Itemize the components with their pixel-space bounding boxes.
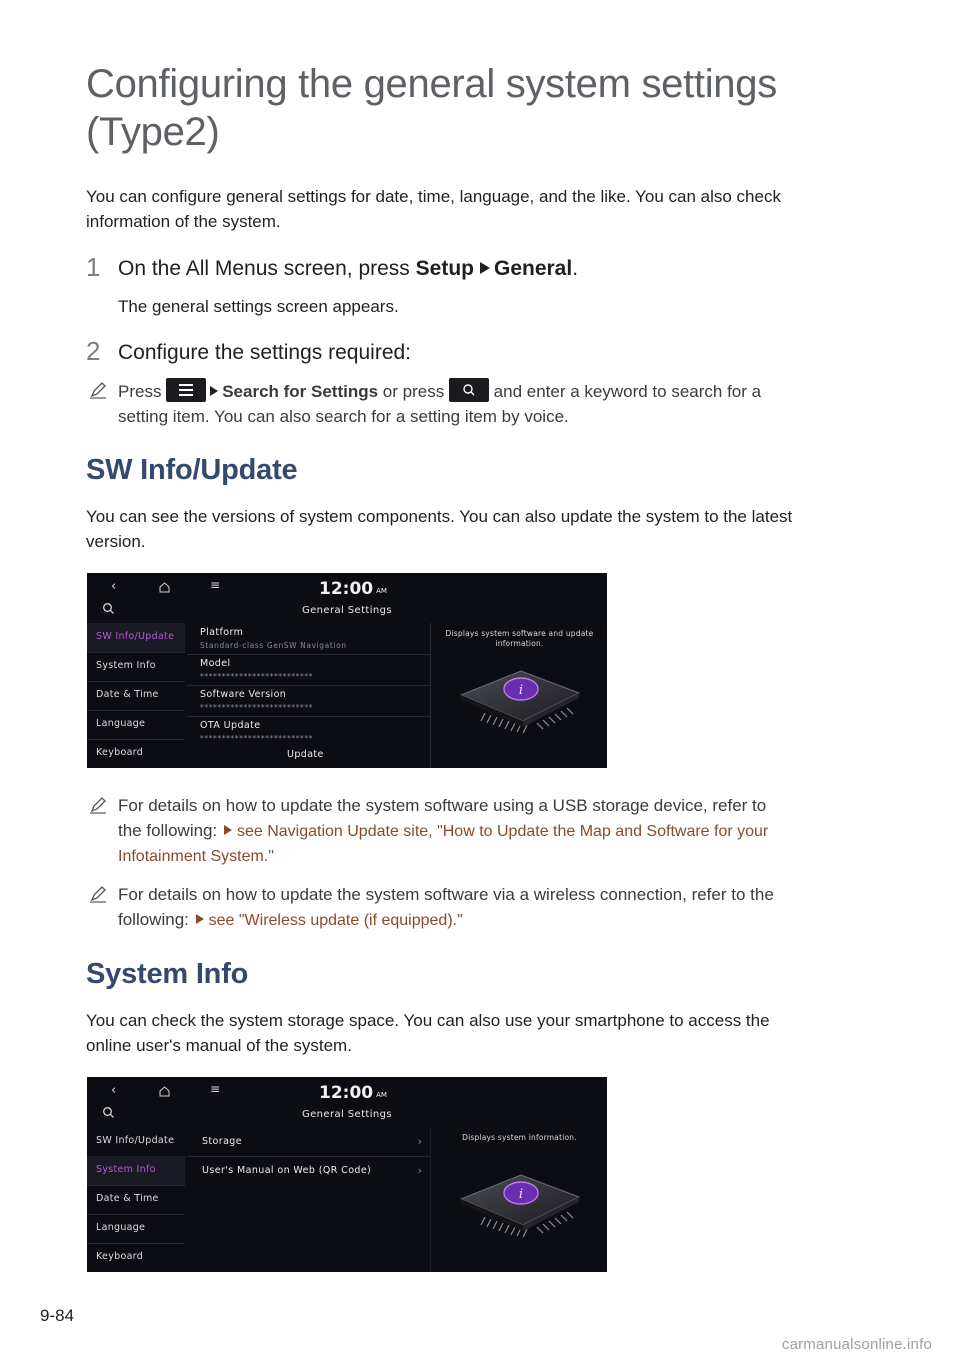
chevron-right-icon: › xyxy=(417,1164,422,1177)
intro-line2: information of the system. xyxy=(86,212,281,231)
sidebar-item-system-info[interactable] xyxy=(87,1156,185,1186)
search-icon xyxy=(449,378,489,402)
home-icon[interactable] xyxy=(159,582,170,593)
step1-number: 1 xyxy=(86,252,101,282)
page-title xyxy=(86,60,906,156)
info-chip-icon xyxy=(455,1169,585,1239)
settings-list xyxy=(187,1127,430,1272)
step1-result: The general settings screen appears. xyxy=(118,297,399,316)
setting-value: ************************** xyxy=(200,734,314,743)
screen-system-info xyxy=(87,1077,607,1272)
divider xyxy=(430,1127,431,1272)
note-rest-line1: and enter a keyword to search for a xyxy=(488,382,762,401)
step2-text: Configure the settings required: xyxy=(118,341,412,364)
sw-info-heading: SW Info/Update xyxy=(86,454,298,486)
screen-title: General Settings xyxy=(301,605,392,616)
note-or-press: or press xyxy=(378,382,449,401)
setting-label: OTA Update xyxy=(200,720,261,731)
menu-icon[interactable]: ≡ xyxy=(210,1082,221,1096)
step1-general: General xyxy=(493,257,573,280)
screen-topbar xyxy=(87,1077,607,1127)
sidebar-item-label: System Info xyxy=(96,1164,156,1175)
settings-sidebar xyxy=(87,1127,185,1272)
clock-time: 12:00 xyxy=(319,1083,374,1103)
setting-value: Standard-class GenSW Navigation xyxy=(200,641,347,650)
clock-time: 12:00 xyxy=(319,579,374,599)
sidebar-item-label: System Info xyxy=(96,660,156,671)
back-icon[interactable]: ‹ xyxy=(111,579,117,594)
sidebar-item-date-time[interactable] xyxy=(87,681,185,711)
sidebar-item-label: SW Info/Update xyxy=(96,1135,175,1146)
setting-label: User's Manual on Web (QR Code) xyxy=(202,1165,372,1176)
pencil-note-icon xyxy=(88,884,108,904)
arrow-right-icon xyxy=(196,914,204,924)
pencil-note-icon xyxy=(88,380,108,400)
note-press: Press xyxy=(118,382,162,401)
setting-description: Displays system information. xyxy=(462,1133,577,1142)
wireless-update-link[interactable]: see "Wireless update (if equipped)." xyxy=(208,912,463,929)
arrow-right-icon xyxy=(224,825,232,835)
sidebar-item-label: Keyboard xyxy=(96,1251,144,1262)
note-search xyxy=(118,378,898,429)
clock-ampm: AM xyxy=(376,1091,387,1099)
intro-paragraph xyxy=(86,184,886,234)
note-usb-prefix: the following: xyxy=(118,821,222,840)
clock xyxy=(319,1083,387,1103)
home-icon[interactable] xyxy=(159,1086,170,1097)
step1-setup: Setup xyxy=(415,257,474,280)
arrow-right-icon xyxy=(480,262,490,274)
intro-line1: You can configure general settings for date, time, language, and the like. You can also check xyxy=(86,187,781,206)
svg-text:i: i xyxy=(518,1187,524,1202)
step1-prefix: On the All Menus screen, press xyxy=(118,257,416,280)
note-wireless-prefix: following: xyxy=(118,910,194,929)
sidebar-item-date-time[interactable] xyxy=(87,1185,185,1215)
description-line2: information. xyxy=(495,639,544,648)
screen-sw-info xyxy=(87,573,607,768)
arrow-right-icon xyxy=(210,386,218,396)
setting-description xyxy=(437,629,602,649)
sidebar-item-label: Language xyxy=(96,718,146,729)
setting-row-software-version xyxy=(187,685,430,717)
sidebar-item-label: Date & Time xyxy=(96,1193,159,1204)
sidebar-item-keyboard[interactable] xyxy=(87,1243,185,1272)
step2-number: 2 xyxy=(86,336,101,366)
sw-desc-line2: version. xyxy=(86,532,146,551)
svg-text:i: i xyxy=(518,683,524,698)
sysinfo-desc-line2: online user's manual of the system. xyxy=(86,1036,352,1055)
menu-icon xyxy=(166,378,206,402)
setting-row-storage[interactable] xyxy=(187,1127,430,1157)
sidebar-item-sw-info[interactable] xyxy=(87,1127,185,1157)
note-wireless xyxy=(118,882,918,933)
info-chip-icon xyxy=(455,665,585,735)
settings-sidebar xyxy=(87,623,185,768)
sidebar-item-label: Date & Time xyxy=(96,689,159,700)
setting-label: Model xyxy=(200,658,231,669)
sidebar-item-label: Keyboard xyxy=(96,747,144,758)
sw-desc-line1: You can see the versions of system components. You can also update the system to the latest xyxy=(86,507,793,526)
page-title-line1: Configuring the general system settings xyxy=(86,62,777,106)
page-number: 9-84 xyxy=(40,1306,75,1325)
setting-value: ************************** xyxy=(200,672,314,681)
settings-list xyxy=(187,623,430,768)
sw-info-description xyxy=(86,504,896,554)
setting-value: ************************** xyxy=(200,703,314,712)
note-usb-line1: For details on how to update the system software using a USB storage device, refer to xyxy=(118,796,767,815)
setting-label: Software Version xyxy=(200,689,287,700)
setting-row-model xyxy=(187,654,430,686)
clock-ampm: AM xyxy=(376,587,387,595)
note-search-for-settings: Search for Settings xyxy=(222,382,379,401)
sidebar-item-keyboard[interactable] xyxy=(87,739,185,768)
menu-icon[interactable]: ≡ xyxy=(210,578,221,592)
note-search-line2: setting item. You can also search for a setting item by voice. xyxy=(118,407,569,426)
system-info-heading: System Info xyxy=(86,958,249,990)
update-button[interactable]: Update xyxy=(287,749,324,760)
usb-update-link-line2[interactable]: Infotainment System." xyxy=(118,848,274,865)
sidebar-item-language[interactable] xyxy=(87,710,185,740)
sidebar-item-system-info[interactable] xyxy=(87,652,185,682)
watermark: carmanualsonline.info xyxy=(781,1336,932,1353)
sidebar-item-label: Language xyxy=(96,1222,146,1233)
setting-label: Storage xyxy=(202,1136,242,1147)
clock xyxy=(319,579,387,599)
step1-suffix: . xyxy=(572,257,579,280)
usb-update-link[interactable]: see Navigation Update site, "How to Update the Map and Software for your xyxy=(236,823,769,840)
chevron-right-icon: › xyxy=(417,1135,422,1148)
pencil-note-icon xyxy=(88,795,108,815)
setting-row-platform xyxy=(187,623,430,655)
divider xyxy=(430,623,431,768)
page-title-line2: (Type2) xyxy=(86,110,220,154)
setting-row-ota-update xyxy=(187,716,430,747)
step1-text xyxy=(118,257,578,281)
sidebar-item-label: SW Info/Update xyxy=(96,631,175,642)
note-usb xyxy=(118,793,918,869)
sidebar-item-language[interactable] xyxy=(87,1214,185,1244)
sidebar-item-sw-info[interactable] xyxy=(87,623,185,653)
note-wireless-line1: For details on how to update the system software via a wireless connection, refer to the xyxy=(118,885,774,904)
description-line1: Displays system software and update xyxy=(445,629,594,638)
screen-topbar xyxy=(87,573,607,623)
screen-title: General Settings xyxy=(301,1109,392,1120)
setting-row-users-manual[interactable] xyxy=(187,1156,430,1185)
system-info-description xyxy=(86,1008,896,1058)
sysinfo-desc-line1: You can check the system storage space. You can also use your smartphone to access the xyxy=(86,1011,770,1030)
back-icon[interactable]: ‹ xyxy=(111,1083,117,1098)
setting-label: Platform xyxy=(200,627,244,638)
